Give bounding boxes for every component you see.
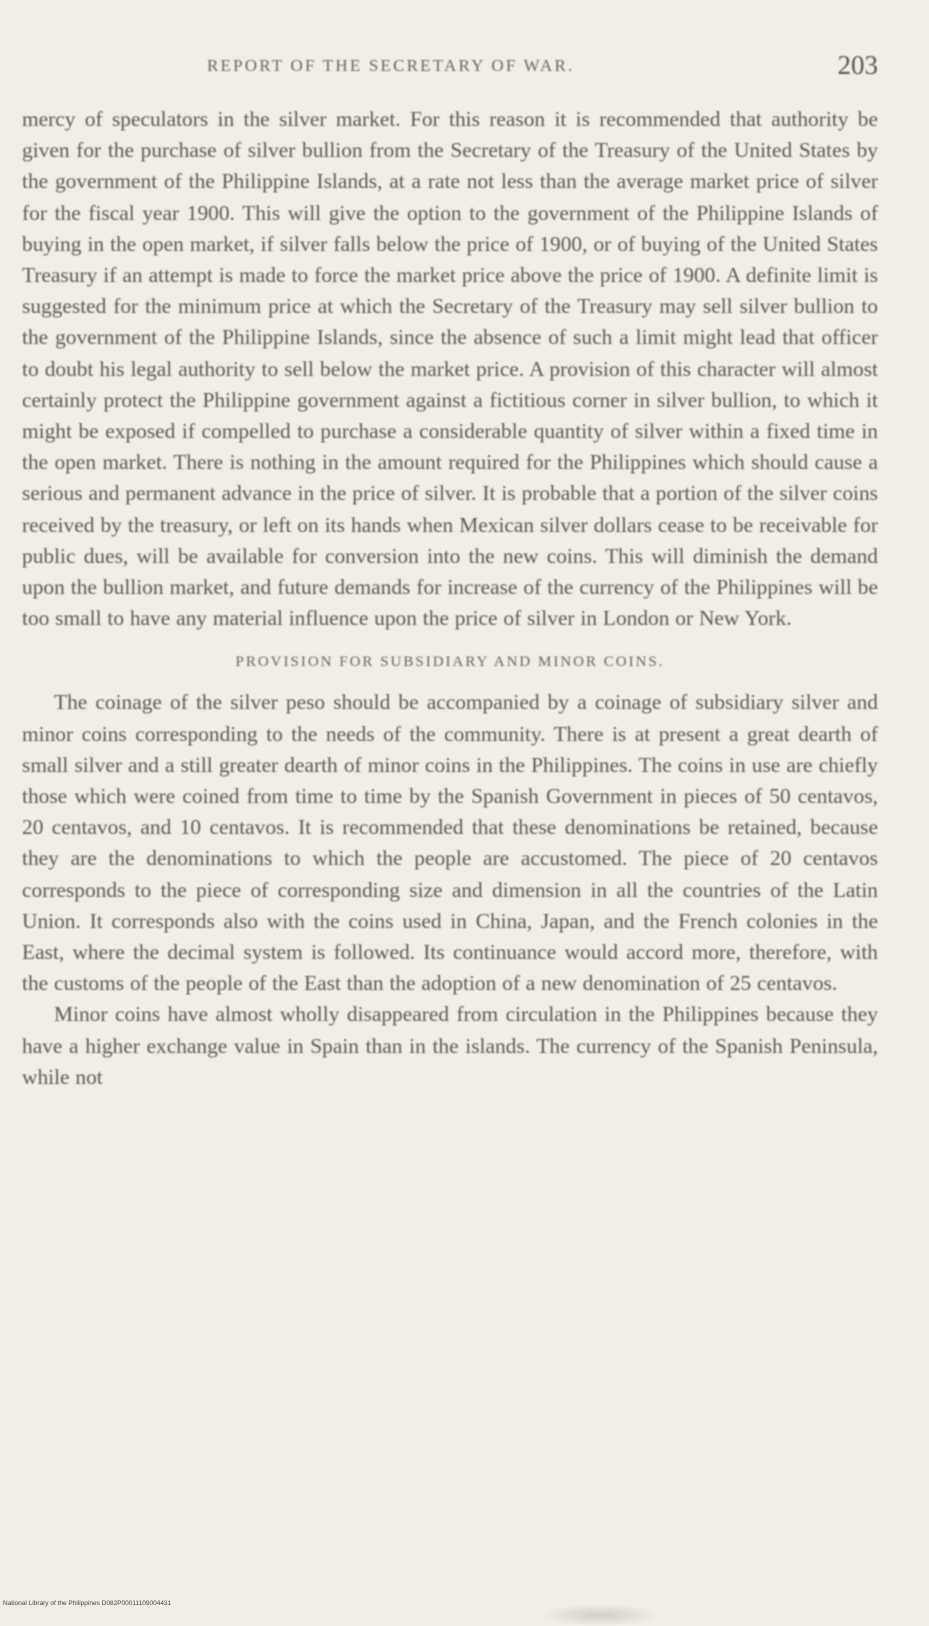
section-heading: PROVISION FOR SUBSIDIARY AND MINOR COINS.: [235, 654, 665, 671]
running-head: REPORT OF THE SECRETARY OF WAR.: [207, 56, 575, 75]
scan-smudge: [540, 1604, 660, 1626]
page-number: 203: [837, 50, 878, 80]
paragraph-subsidiary-coinage: The coinage of the silver peso should be accompanied by a coinage of subsidiary silver and minor coins corresponding to the needs of the community. There is at present a great dearth of small silver and a still greater dearth of minor coins in the Philippines. The coins in use are chiefly those which were coined from time to time by the Spanish Government in pieces of 50 centavos, 20 centavos, and 10 centavos. It is recommended that these denominations be retained, because they are the denominations to which the people are accustomed. The piece of 20 centavos corresponds to the piece of corresponding size and dimension in all the countries of the Latin Union. It corresponds also with the coins used in China, Japan, and the French colonies in the East, where the decimal system is followed. Its continuance would accord more, therefore, with the customs of the people of the East than the adoption of a new denomination of 25 centavos.: [22, 690, 878, 996]
paragraph-minor-coins: Minor coins have almost wholly disappeared from circulation in the Philippines because they have a higher exchange value in Spain than in the islands. The currency of the Spanish Peninsula, while not: [22, 1002, 878, 1089]
body-text: [22, 104, 878, 1093]
paragraph-continuation: mercy of speculators in the silver market. For this reason it is recommended that authority be given for the purchase of silver bullion from the Secretary of the Treasury of the United States by the government of the Philippine Islands, at a rate not less than the average market price of silver for the fiscal year 1900. This will give the option to the government of the Philippine Islands of buying in the open market, if silver falls below the price of 1900, or of buying of the United States Treasury if an attempt is made to force the market price above the price of 1900. A definite limit is suggested for the minimum price at which the Secretary of the Treasury may sell silver bullion to the government of the Philippine Islands, since the absence of such a limit might lead that officer to doubt his legal authority to sell below the market price. A provision of this character will almost certainly protect the Philippine government against a fictitious corner in silver bullion, to which it might be exposed if compelled to purchase a considerable quantity of silver within a fixed time in the open market. There is nothing in the amount required for the Philippines which should cause a serious and permanent advance in the price of silver. It is probable that a portion of the silver coins received by the treasury, or left on its hands when Mexican silver dollars cease to be receivable for public dues, will be available for conversion into the new coins. This will diminish the demand upon the bullion market, and future demands for increase of the currency of the Philippines will be too small to have any material influence upon the price of silver in London or New York.: [22, 107, 878, 631]
page-header: [22, 50, 878, 82]
footer-caption: National Library of the Philippines D082P00011109004431: [3, 1600, 172, 1607]
